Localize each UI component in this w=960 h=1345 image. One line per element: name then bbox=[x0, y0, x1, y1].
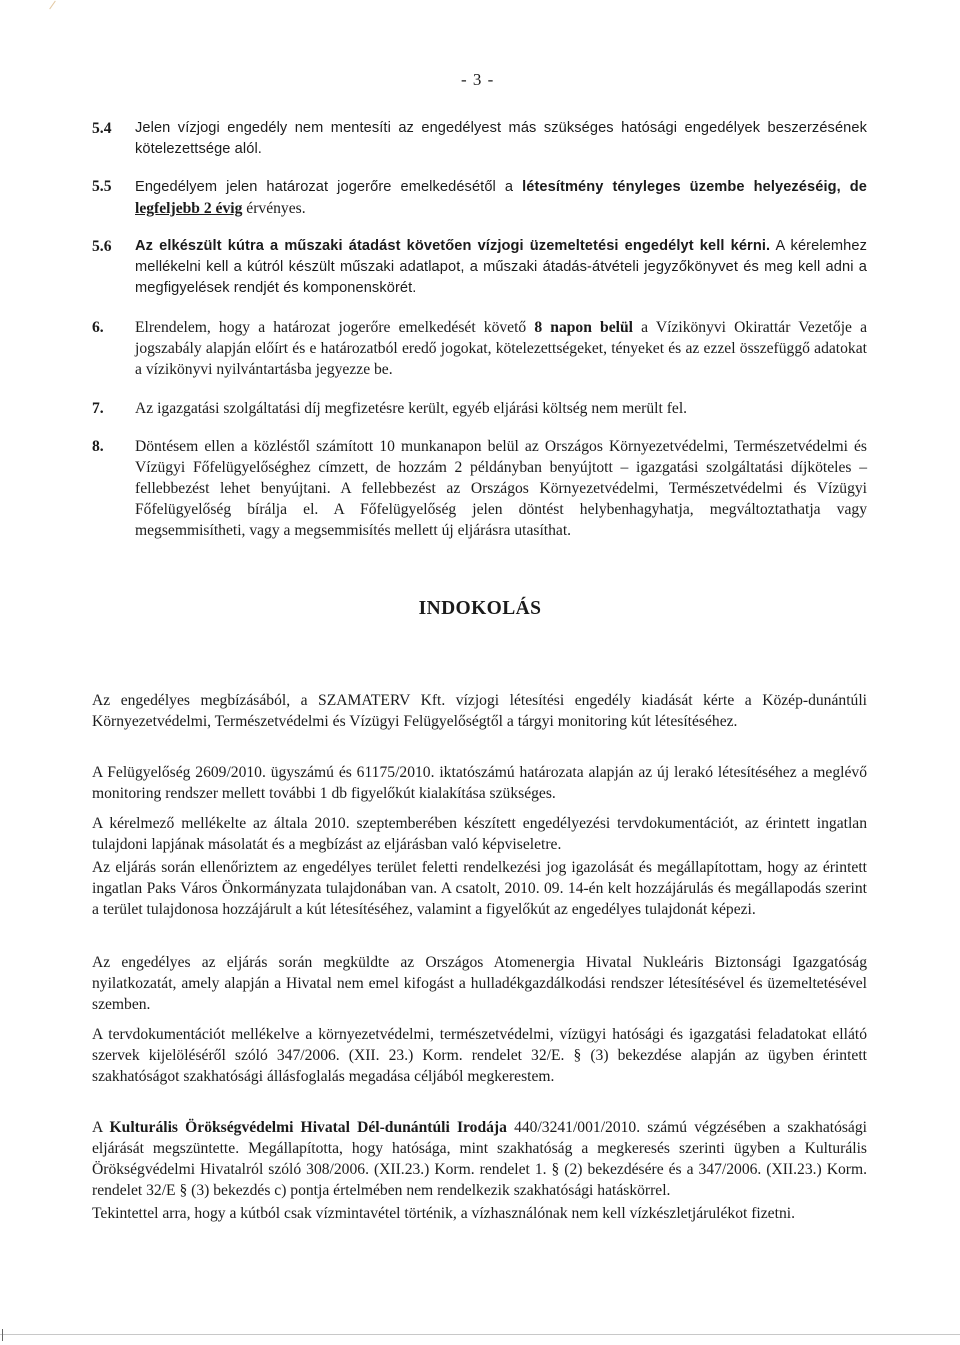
item-number: 5.5 bbox=[92, 178, 112, 195]
paragraph-part: A bbox=[92, 1119, 110, 1136]
item-text: Döntésem ellen a közléstől számított 10 munkanapon belül az Országos Környezetvédelmi, Természetvédelmi és Vízügyi Főfelügyelőséghez címzett, de hozzám 2 példányban benyújtott – igazgatási szolgáltatási díjköteles – fellebbezést lehet benyújtani. A fellebbezést az Országos Környezetvédelmi, Természetvédelmi és Vízügyi Főfelügyelőség bírálja el. A Főfelügyelőség jelen döntést helybenhagyhatja, megváltoztathatja vagy megsemmisítheti, vagy a megsemmisítés mellett új eljárásra utasíthat. bbox=[135, 438, 867, 539]
item-text-bold: 8 napon belül bbox=[534, 319, 633, 336]
item-text-part: érvényes. bbox=[242, 200, 306, 217]
item-6 bbox=[92, 317, 867, 380]
item-number: 7. bbox=[92, 400, 104, 417]
paragraph: Az eljárás során ellenőriztem az engedélyes terület feletti rendelkezési jog igazolását és megállapítottam, hogy az érintett ingatlan Paks Város Önkormányzata tulajdonában van. A csatolt, 2010. 09. 14-én kelt hozzájárulás és megállapodás szerint a terület tulajdonosa hozzájárult a kút létesítéséhez, valamint a figyelőkút az engedélyes tulajdonát képezi. bbox=[92, 859, 867, 918]
item-text-part: Engedélyem jelen határozat jogerőre emelkedésétől a bbox=[135, 179, 523, 195]
item-5-4 bbox=[92, 118, 867, 160]
paragraph-part: 440/3241/001/2010. számú végzésében a szakhatósági eljárását megszüntette. Megállapította, hogy hatósága, mint szakhatóság a megkeresés szerinti ügyben a Kulturális Örökségvédelmi Hivatalról szóló 308/2006. (XII.23.) Korm. rendelet 1. § (2) bekezdésére és a 347/2006. (XII.23.) Korm. rendelet 32/E § (3) bekezdés c) pontja értelmében nem rendelkezik szakhatósági hatáskörrel. bbox=[92, 1119, 867, 1199]
item-text-part: A kérelemhez mellékelni kell a kútról készült műszaki adatlapot, a műszaki átadás-átvételi jegyzőkönyvet és meg kell adni a megfigyelések rendjét és komponenskörét. bbox=[135, 238, 867, 296]
item-text-part: Elrendelem, hogy a határozat jogerőre emelkedését követő bbox=[135, 319, 535, 336]
item-text: Az igazgatási szolgáltatási díj megfizetésre került, egyéb eljárási költség nem merült fel. bbox=[135, 400, 688, 417]
item-number: 5.6 bbox=[92, 238, 112, 255]
item-text bbox=[135, 236, 867, 299]
paragraph: A Felügyelőség 2609/2010. ügyszámú és 61175/2010. iktatószámú határozata alapján az új lerakó létesítéséhez a meglévő monitoring rendszer mellett további 1 db figyelőkút kialakítása szükséges. bbox=[92, 764, 867, 802]
item-text bbox=[135, 317, 867, 380]
paragraph-kult bbox=[92, 1117, 867, 1201]
item-5-5 bbox=[92, 176, 867, 219]
paragraph-last: Tekintettel arra, hogy a kútból csak vízmintavétel történik, a vízhasználónak nem kell vízkészletjárulékot fizetni. bbox=[92, 1205, 795, 1222]
item-5-6 bbox=[92, 236, 867, 299]
scan-edge-tick bbox=[2, 1329, 3, 1341]
paragraph: A tervdokumentációt mellékelve a környezetvédelmi, természetvédelmi, vízügyi hatósági és igazgatási feladatokat ellátó szervek kijelöléséről szóló 347/2006. (XII. 23.) Korm. rendelet 32/E. § (3) bekezdése alapján az ügyben érintett szakhatóságot szakhatósági állásfoglalás megadása céljából megkerestem. bbox=[92, 1026, 867, 1085]
scan-edge-line bbox=[0, 1334, 960, 1335]
page-number: - 3 - bbox=[461, 70, 495, 89]
item-text-part: a Vízikönyvi Okirattár Vezetője a jogszabály alapján előírt és e határozatból eredő jogokat, kötelezettségeket, tényeket és az ezzel összefüggő adatokat a vízikönyvi nyilvántartásba jegyezze be. bbox=[135, 319, 867, 378]
scan-mark bbox=[49, 1, 56, 10]
section-title: INDOKOLÁS bbox=[418, 598, 542, 619]
item-8 bbox=[92, 436, 867, 541]
paragraph: Az engedélyes az eljárás során megküldte az Országos Atomenergia Hivatal Nukleáris Biztonsági Igazgatóság nyilatkozatát, amely alapján a Hivatal nem emel kifogást a hulladékgazdálkodási rendszer létesítésével és üzemeltetésével szemben. bbox=[92, 954, 867, 1013]
item-text bbox=[135, 176, 867, 219]
item-text: Jelen vízjogi engedély nem mentesíti az engedélyest más szükséges hatósági engedélyek beszerzésének kötelezettsége alól. bbox=[135, 120, 867, 157]
item-number: 8. bbox=[92, 438, 104, 455]
paragraph-bold: Kulturális Örökségvédelmi Hivatal Dél-dunántúli Irodája bbox=[109, 1119, 507, 1136]
item-7 bbox=[92, 398, 867, 419]
paragraph: A kérelmező mellékelte az általa 2010. szeptemberében készített engedélyezési tervdokumentációt, az érintett ingatlan tulajdoni lapjának másolatát és a megbízást az eljárásban való képviseletre. bbox=[92, 815, 867, 853]
item-text-underline: legfeljebb 2 évig bbox=[135, 200, 243, 217]
item-text-bold: létesítmény tényleges üzembe helyezéséig, de bbox=[522, 179, 867, 195]
paragraph: Az engedélyes megbízásából, a SZAMATERV Kft. vízjogi létesítési engedély kiadását kérte a Közép-dunántúli Környezetvédelmi, Természetvédelmi és Vízügyi Felügyelőségtől a tárgyi monitoring kút létesítéséhez. bbox=[92, 692, 867, 730]
item-text-bold: Az elkészült kútra a műszaki átadást követően vízjogi üzemeltetési engedélyt kell kérni. bbox=[135, 238, 771, 254]
item-number: 5.4 bbox=[92, 120, 112, 137]
item-number: 6. bbox=[92, 319, 104, 336]
